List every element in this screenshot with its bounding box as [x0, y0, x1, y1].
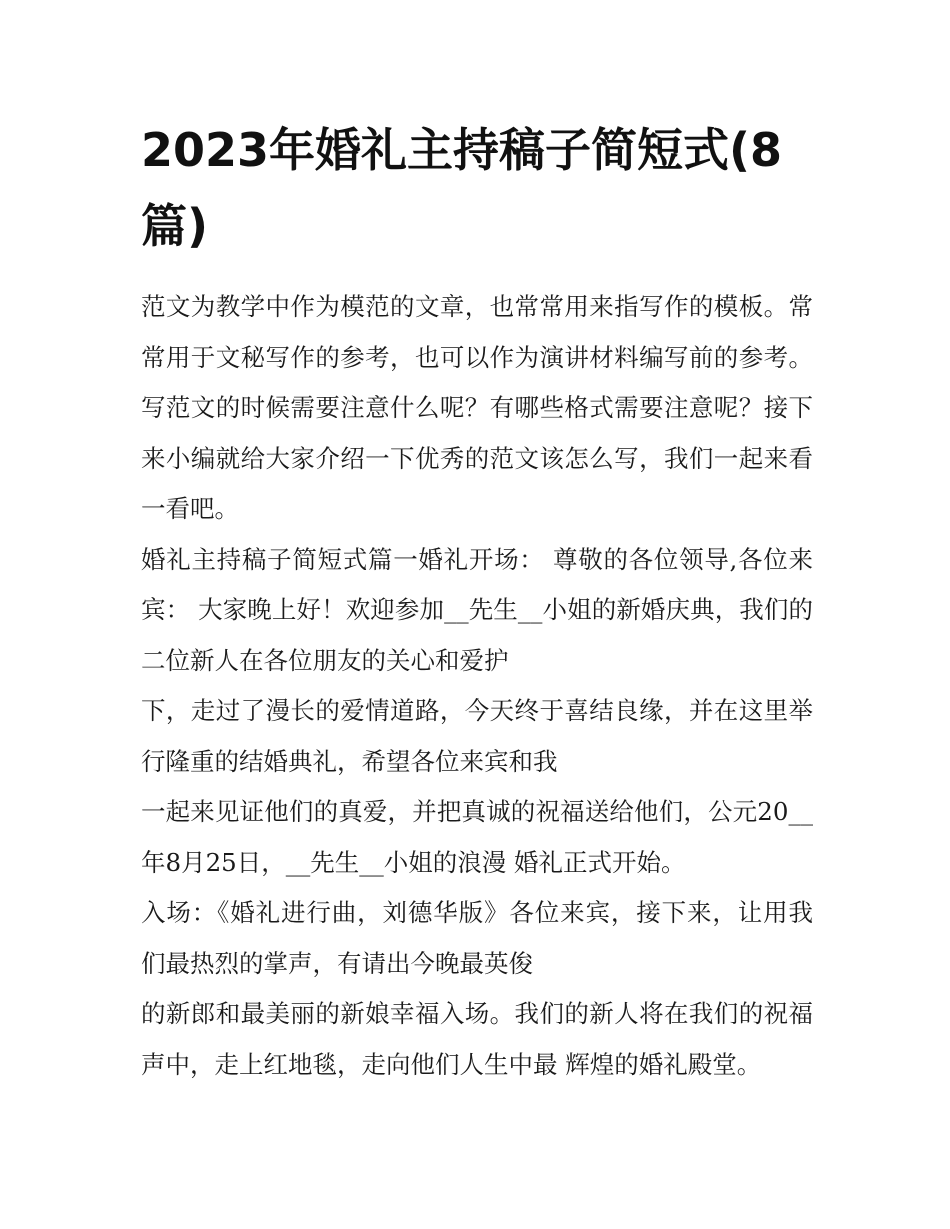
document-page: [141, 112, 813, 1090]
paragraph-opening: 婚礼主持稿子简短式篇一婚礼开场： 尊敬的各位领导,各位来宾： 大家晚上好！欢迎参加__先生__小姐的新婚庆典，我们的二位新人在各位朋友的关心和爱护: [141, 544, 813, 675]
paragraph-entrance: 入场：《婚礼进行曲，刘德华版》各位来宾，接下来，让用我们最热烈的掌声，有请出今晚最英俊: [141, 898, 813, 978]
document-title: 2023年婚礼主持稿子简短式(8篇): [141, 123, 783, 253]
paragraph-couple-entry: 的新郎和最美丽的新娘幸福入场。我们的新人将在我们的祝福声中，走上红地毯，走向他们人生中最 辉煌的婚礼殿堂。: [141, 999, 813, 1079]
paragraph-intro: 范文为教学中作为模范的文章，也常常用来指写作的模板。常常用于文秘写作的参考，也可以作为演讲材料编写前的参考。写范文的时候需要注意什么呢？有哪些格式需要注意呢？接下来小编就给大家介绍一下优秀的范文该怎么写，我们一起来看一看吧。: [141, 292, 813, 523]
paragraph-journey: 下，走过了漫长的爱情道路，今天终于喜结良缘，并在这里举行隆重的结婚典礼，希望各位来宾和我: [141, 696, 813, 776]
paragraph-ceremony-start: 一起来见证他们的真爱，并把真诚的祝福送给他们，公元20__年8月25日，__先生__小姐的浪漫 婚礼正式开始。: [141, 797, 813, 877]
